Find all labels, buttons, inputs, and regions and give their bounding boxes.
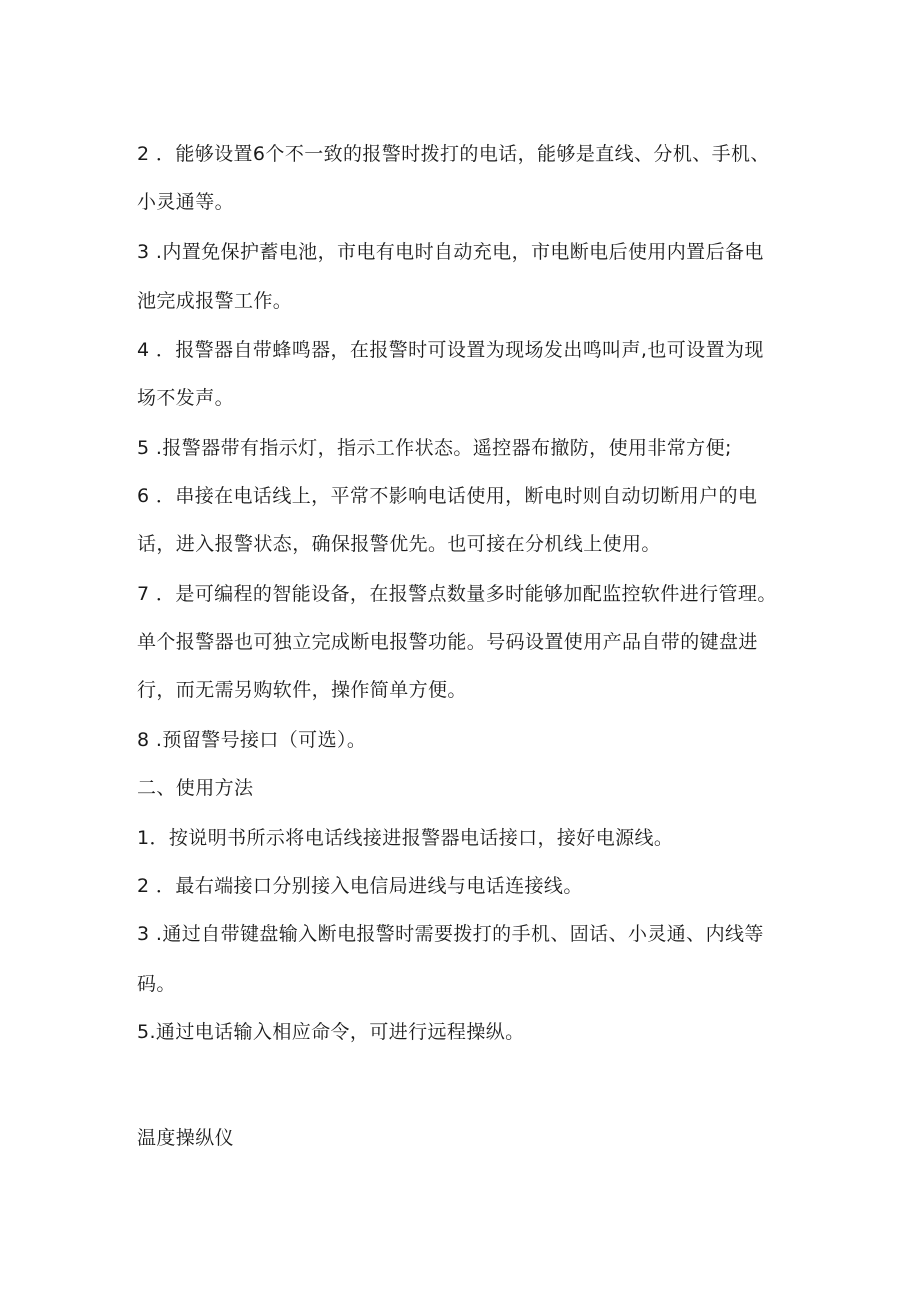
feature-5-line: 5 .报警器带有指示灯，指示工作状态。遥控器布撤防，使用非常方便; <box>137 437 732 459</box>
usage-step-2: 2 ．最右端接口分别接入电信局进线与电话连接线。 <box>137 875 583 897</box>
next-section-title: 温度操纵仪 <box>137 1127 235 1149</box>
feature-2-line-2: 小灵通等。 <box>137 191 235 213</box>
usage-step-3-line-2: 码。 <box>137 973 176 995</box>
section-heading-usage: 二、使用方法 <box>137 777 254 799</box>
feature-7-line-2: 单个报警器也可独立完成断电报警功能。号码设置使用产品自带的键盘进 <box>137 631 758 653</box>
feature-3-line-2: 池完成报警工作。 <box>137 290 293 312</box>
feature-4-line-1: 4 ．报警器自带蜂鸣器，在报警时可设置为现场发出鸣叫声,也可设置为现 <box>137 339 764 361</box>
feature-8-line: 8 .预留警号接口（可选）。 <box>137 729 367 751</box>
usage-step-1: 1．按说明书所示将电话线接进报警器电话接口，接好电源线。 <box>137 827 674 849</box>
usage-step-3-line-1: 3 .通过自带键盘输入断电报警时需要拨打的手机、固话、小灵通、内线等 <box>137 923 764 945</box>
feature-7-line-1: 7 ．是可编程的智能设备，在报警点数量多时能够加配监控软件进行管理。 <box>137 583 777 605</box>
feature-2-line-1: 2 ．能够设置6个不一致的报警时拨打的电话，能够是直线、分机、手机、 <box>137 143 770 165</box>
feature-4-line-2: 场不发声。 <box>137 387 235 409</box>
feature-6-line-1: 6 ．串接在电话线上，平常不影响电话使用，断电时则自动切断用户的电 <box>137 485 758 507</box>
feature-7-line-3: 行，而无需另购软件，操作简单方便。 <box>137 679 467 701</box>
feature-6-line-2: 话，进入报警状态，确保报警优先。也可接在分机线上使用。 <box>137 533 661 555</box>
usage-step-5: 5.通过电话输入相应命令，可进行远程操纵。 <box>137 1021 525 1043</box>
feature-3-line-1: 3 .内置免保护蓄电池，市电有电时自动充电，市电断电后使用内置后备电 <box>137 241 764 263</box>
